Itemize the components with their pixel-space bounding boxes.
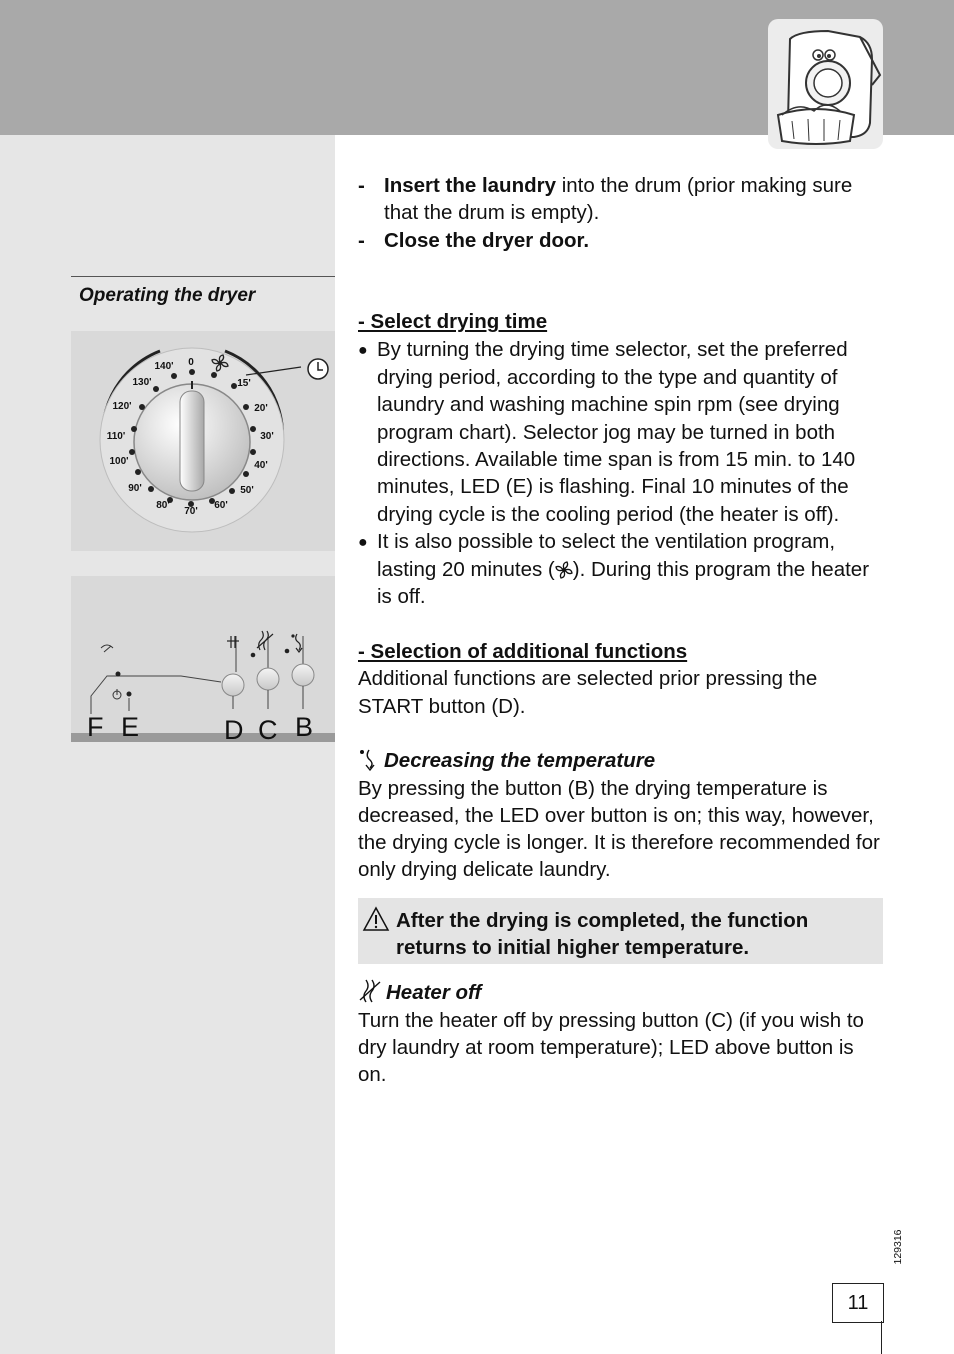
decrease-temperature-heading: Decreasing the temperature [358, 747, 886, 774]
dial-label-130: 130' [132, 377, 152, 388]
sidebar-rule [71, 276, 335, 277]
page-number: 11 [832, 1283, 884, 1323]
dial-label-60: 60' [214, 500, 228, 511]
sidebar-heading: Operating the dryer [79, 285, 256, 306]
decrease-temperature-text: By pressing the button (B) the drying temperature is decreased, the LED over button is on; this way, however, the drying cycle is longer. It is therefore recommended for only drying delicate laundry. [358, 776, 880, 882]
page-number-rule [881, 1321, 882, 1354]
drying-time-bullet-1: ● By turning the drying time selector, set the preferred drying period, according to the type and quantity of laundry and washing machine spin rpm (see drying program chart). Selector jog may be turned in both directions. Available time span is from 15 min. to 140 minutes, LED (E) is flashing. Final 10 minutes of the drying cycle is the cooling period (the heater is off). [358, 337, 856, 526]
document-code: 129316 [892, 1229, 904, 1265]
left-column [0, 135, 335, 1354]
dial-label-140: 140' [154, 361, 174, 372]
heater-off-button-c[interactable] [257, 668, 279, 690]
step-insert-laundry: - Insert the laundry into the drum (prior making sure that the drum is empty). [358, 174, 853, 225]
label-d: D [224, 715, 244, 742]
dial-label-110: 110' [106, 431, 126, 442]
low-temperature-icon [358, 748, 380, 772]
dial-label-30: 30' [260, 431, 274, 442]
dial-label-40: 40' [254, 460, 268, 471]
main-content [358, 172, 886, 1089]
warning-icon [362, 906, 390, 932]
section-title-drying-time: - Select drying time [358, 310, 548, 334]
warning-note [358, 898, 883, 965]
dial-label-20: 20' [254, 403, 268, 414]
dial-label-0: 0 [188, 357, 194, 368]
section-title-additional-functions: - Selection of additional functions [358, 640, 688, 664]
low-temperature-button-b[interactable] [292, 664, 314, 686]
heater-off-heading: Heater off [358, 978, 886, 1006]
dryer-mascot-icon [768, 19, 883, 149]
step-close-door: - Close the dryer door. [358, 228, 590, 252]
label-c: C [258, 715, 278, 742]
label-f: F [87, 712, 104, 742]
label-e: E [121, 712, 140, 742]
dial-label-70: 70' [184, 506, 198, 517]
warning-text: After the drying is completed, the function returns to initial higher temperature. [396, 908, 809, 960]
control-panel-illustration [71, 576, 335, 742]
start-button-d[interactable] [222, 674, 244, 696]
dial-label-15: 15' [237, 378, 251, 389]
time-selector-illustration [71, 331, 335, 551]
drying-time-bullet-2: ● It is also possible to select the ventilation program, lasting 20 minutes ( ). During this program the heater is off. [358, 529, 870, 609]
dial-label-80: 80' [156, 500, 170, 511]
label-b: B [295, 712, 314, 742]
dial-label-120: 120' [112, 401, 132, 412]
heater-off-icon [358, 978, 382, 1004]
dial-label-100: 100' [109, 456, 129, 467]
additional-functions-text: Additional functions are selected prior pressing the START button (D). [358, 667, 818, 718]
heater-off-text: Turn the heater off by pressing button (C) (if you wish to dry laundry at room temperature); LED above button is on. [358, 1008, 864, 1087]
dial-label-90: 90' [128, 483, 142, 494]
dial-label-50: 50' [240, 485, 254, 496]
fan-icon [555, 560, 573, 580]
